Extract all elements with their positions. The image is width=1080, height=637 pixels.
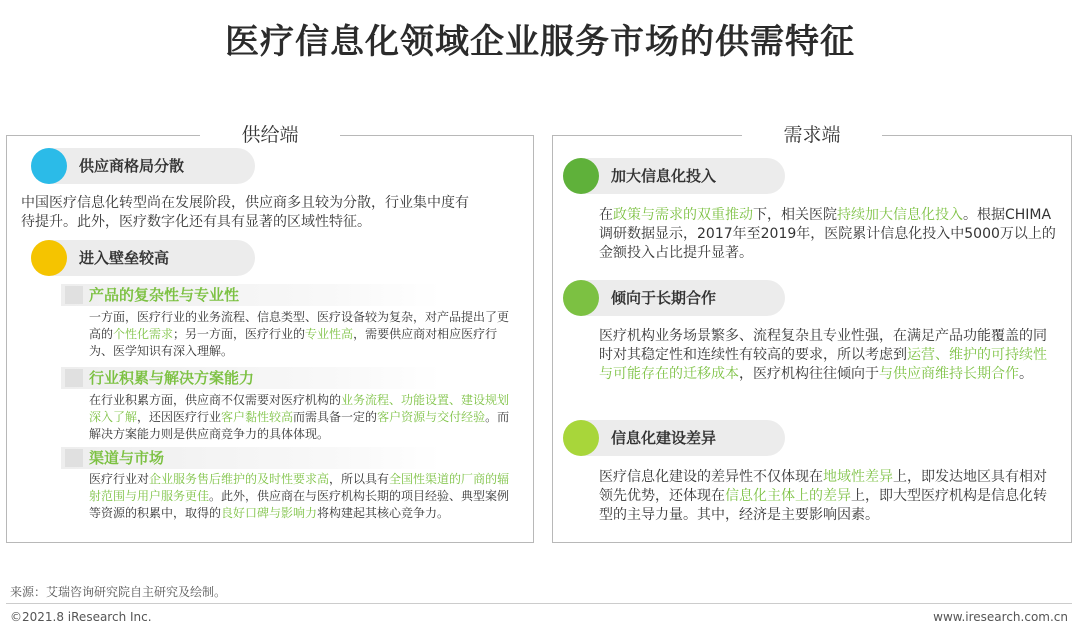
highlight-text: 个性化需求 [113,327,174,341]
body-text: ，需要供应商对 [353,327,438,341]
highlight-text: 设规划深入了解 [89,393,510,424]
demand-item-1-text [599,206,1059,263]
body-text: 竞争力。 [401,506,450,520]
body-text: 。而解决方案能力则是供应商竞争力的具体体现。 [89,410,510,441]
body-text: 上，即发达地区具 [893,469,1005,485]
page-title: 医疗信息化领域企业服务市场的供需特征 [225,22,855,62]
demand-item-2-label: 倾向于长期合作 [611,289,717,307]
highlight-text: 业务流程、功能设置、建 [341,393,474,407]
website: www.iresearch.com.cn [933,610,1068,624]
bullet-circle-icon [563,420,599,456]
body-text: CHIMA调研数据显示，2017年至2019年，医院累计信息化投入中 [599,207,1052,242]
supply-item-2 [31,240,255,276]
sub-heading-label: 渠道与市场 [89,449,165,467]
square-bullet-icon [65,449,83,467]
highlight-text: 客户资源与 [377,410,438,424]
body-text: 医疗行业对 [89,472,150,486]
body-text: 相应医疗行为、医学知识有深入理解。 [89,327,498,358]
body-text: 将构建起其核心 [317,506,402,520]
body-text: 出了更高的 [89,310,510,341]
sub-paragraph [89,471,521,522]
supply-item-2-label: 进入壁垒较高 [79,249,170,267]
highlight-text: 客户黏性较高 [221,410,294,424]
highlight-text: 持续加大信息化投入 [837,207,963,223]
square-bullet-icon [65,286,83,304]
square-bullet-icon [65,369,83,387]
demand-heading: 需求端 [742,120,882,150]
demand-item-2-text [599,327,1059,384]
highlight-text: 交付经验 [437,410,486,424]
body-text: 一方面，医疗行业的业务流程、信息类型、医疗设备较为复杂，对产品提 [89,310,474,324]
demand-item-1-label: 加大信息化投入 [611,167,717,185]
bullet-circle-icon [31,240,67,276]
body-text: 下，相关医院 [753,207,837,223]
demand-item-3-label: 信息化建设差异 [611,429,717,447]
body-text: 在行业积累方面，供应商不仅需要对医疗机构的 [89,393,342,407]
demand-item-3 [563,420,785,456]
body-text: 而需具备一定的 [293,410,378,424]
supply-item-1-label: 供应商格局分散 [79,157,185,175]
body-text: ，医疗机构往往倾向于 [739,366,879,382]
body-text: 5000万以上的金额投入占比提升显著。 [599,226,1056,261]
source-note: 来源：艾瑞咨询研究院自主研究及绘制。 [10,585,227,599]
body-text: 。此外，供应商在与医疗机构长期的项目经 [209,489,438,503]
highlight-text: 良好口碑与影响力 [221,506,318,520]
highlight-text: 政策与需求的双重推动 [613,207,753,223]
body-text: ，所以具有 [329,472,390,486]
body-text: 盖的同时对其稳定性和连续性有较高的要求，所以考虑到 [599,328,1047,363]
demand-item-1 [563,158,785,194]
highlight-text: 与供应 [879,366,921,382]
body-text: ，还因医疗行业 [137,410,222,424]
body-text: 上，即大型医疗机 [851,488,963,504]
sub-heading-2 [61,367,441,389]
body-text: 医疗信息化建设的差异性不仅体现在 [599,469,823,485]
body-text: 构是信息化转型的主导力量。其中，经济是主要影响因素。 [599,488,1047,523]
bullet-circle-icon [31,148,67,184]
highlight-text: 全国性渠道的厂 [389,472,474,486]
highlight-text: 运营、维 [907,347,963,363]
supply-item-1-text [21,194,531,232]
highlight-text: 信息化主体上的差异 [725,488,851,504]
body-text: ；另一方面，医疗行业的 [173,327,306,341]
demand-item-2 [563,280,785,316]
body-text: 验、典型案例等资源的积累中，取得的 [89,489,510,520]
supply-item-1 [31,148,255,184]
demand-panel [552,124,1072,543]
footer-divider [6,603,1072,604]
sub-heading-label: 行业积累与解决方案能力 [89,369,255,387]
highlight-text: 专业性高 [305,327,354,341]
text-line: 中国医疗信息化转型尚在发展阶段，供应商多且较为分散，行业集中度有 [21,195,469,211]
demand-item-3-text [599,468,1059,525]
sub-heading-1 [61,284,441,306]
highlight-text: 商的辐射范围与用户服务更佳 [89,472,510,503]
body-text: 医疗机构业务场景繁多、流程复杂且专业性强，在满足产品功能覆 [599,328,1005,344]
highlight-text: 护的可持续性与可能存在的迁移成本 [599,347,1047,382]
body-text: 。 [1019,366,1033,382]
copyright: ©2021.8 iResearch Inc. [10,610,152,624]
body-text: 在 [599,207,613,223]
highlight-text: 企业服务售后维护的及时性要求高 [149,472,330,486]
sub-heading-label: 产品的复杂性与专业性 [89,286,240,304]
sub-paragraph [89,309,521,360]
highlight-text: 商维持长期合作 [921,366,1019,382]
highlight-text: 地域性差异 [823,469,893,485]
body-text: 。根据 [963,207,1005,223]
bullet-circle-icon [563,158,599,194]
text-line: 待提升。此外，医疗数字化还有具有显著的区域性特征。 [21,214,371,230]
supply-heading: 供给端 [200,120,340,150]
supply-panel [6,124,534,543]
body-text: 有相对领先优势，还体现在 [599,469,1047,504]
sub-paragraph [89,392,521,443]
sub-heading-3 [61,447,441,469]
bullet-circle-icon [563,280,599,316]
